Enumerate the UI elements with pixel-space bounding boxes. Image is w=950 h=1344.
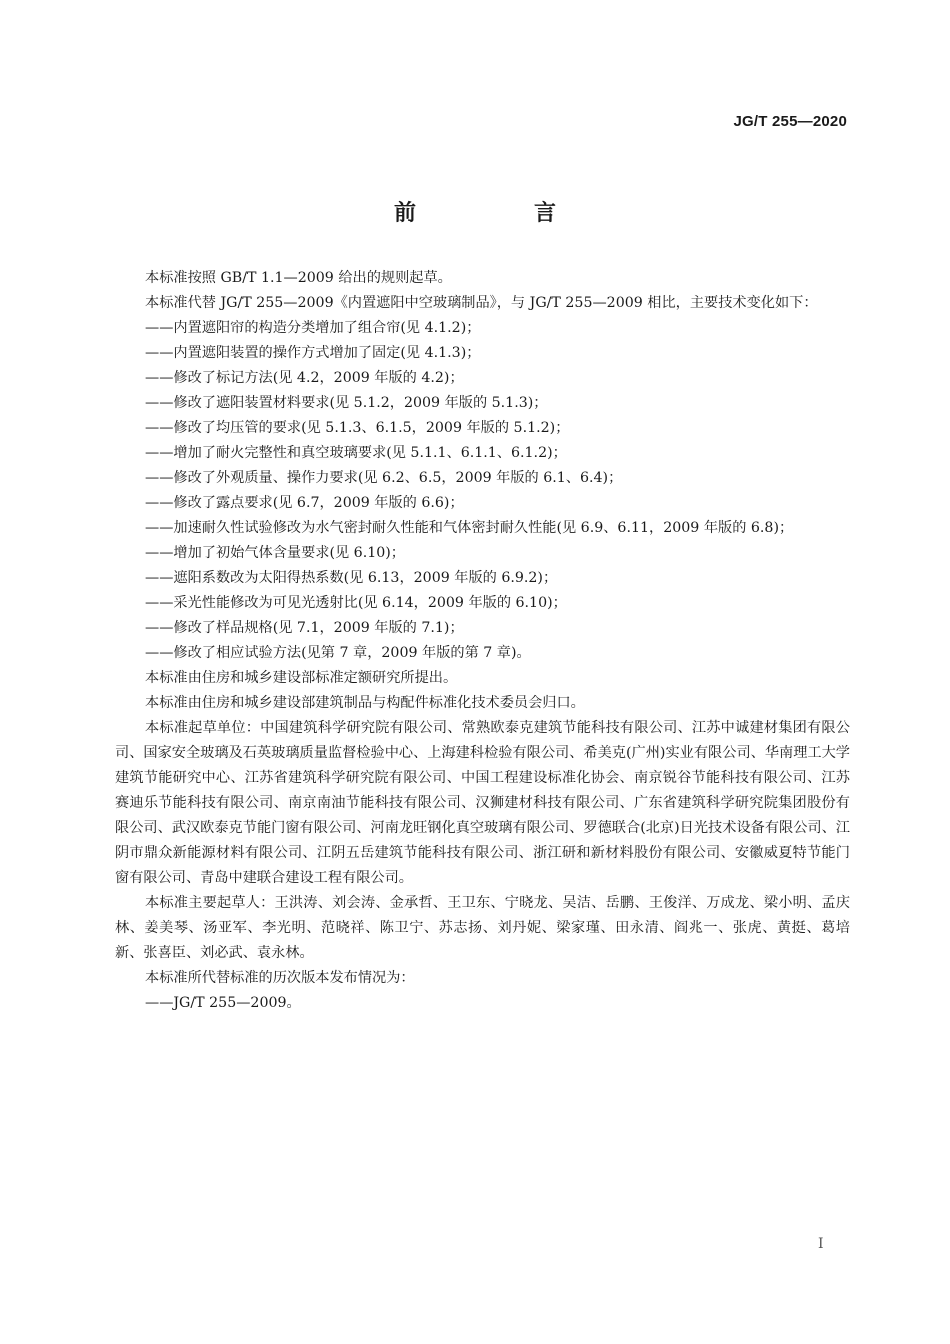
foreword-body bbox=[115, 266, 850, 1016]
page-number: I bbox=[818, 1236, 824, 1252]
change-item: ——内置遮阳帘的构造分类增加了组合帘(见 4.1.2)； bbox=[145, 320, 481, 336]
change-item: ——内置遮阳装置的操作方式增加了固定(见 4.1.3)； bbox=[145, 345, 481, 361]
paragraph-administered-by: 本标准由住房和城乡建设部建筑制品与构配件标准化技术委员会归口。 bbox=[145, 695, 585, 711]
change-item: ——加速耐久性试验修改为水气密封耐久性能和气体密封耐久性能(见 6.9、6.11，2009 年版的 6.8)； bbox=[145, 520, 794, 536]
change-item: ——增加了耐火完整性和真空玻璃要求(见 5.1.1、6.1.1、6.1.2)； bbox=[145, 445, 567, 461]
change-item: ——遮阳系数改为太阳得热系数(见 6.13，2009 年版的 6.9.2)； bbox=[145, 570, 558, 586]
paragraph-drafting-units: 本标准起草单位：中国建筑科学研究院有限公司、常熟欧泰克建筑节能科技有限公司、江苏中诚建材集团有限公司、国家安全玻璃及石英玻璃质量监督检验中心、上海建科检验有限公司、希美克(广州)实业有限公司、华南理工大学建筑节能研究中心、江苏省建筑科学研究院有限公司、中国工程建设标准化协会、南京锐谷节能科技有限公司、江苏赛迪乐节能科技有限公司、南京南油节能科技有限公司、汉狮建材科技有限公司、广东省建筑科学研究院集团股份有限公司、武汉欧泰克节能门窗有限公司、河南龙旺钢化真空玻璃有限公司、罗德联合(北京)日光技术设备有限公司、江阴市鼎众新能源材料有限公司、江阴五岳建筑节能科技有限公司、浙江研和新材料股份有限公司、安徽威夏特节能门窗有限公司、青岛中建联合建设工程有限公司。 bbox=[115, 720, 850, 886]
paragraph-proposed-by: 本标准由住房和城乡建设部标准定额研究所提出。 bbox=[145, 670, 458, 686]
paragraph-drafting-rules: 本标准按照 GB/T 1.1—2009 给出的规则起草。 bbox=[145, 270, 452, 286]
paragraph-drafters: 本标准主要起草人：王洪涛、刘会涛、金承哲、王卫东、宁晓龙、吴洁、岳鹏、王俊洋、万成龙、梁小明、孟庆林、姜美琴、汤亚军、李光明、范晓祥、陈卫宁、苏志扬、刘丹妮、梁家瑾、田永清、阎兆一、张虎、黄挺、葛培新、张喜臣、刘必武、袁永林。 bbox=[115, 895, 850, 961]
change-item: ——修改了相应试验方法(见第 7 章，2009 年版的第 7 章)。 bbox=[145, 645, 531, 661]
paragraph-history-intro: 本标准所代替标准的历次版本发布情况为： bbox=[145, 970, 415, 986]
standard-code: JG/T 255—2020 bbox=[733, 113, 847, 130]
change-item: ——增加了初始气体含量要求(见 6.10)； bbox=[145, 545, 405, 561]
change-item: ——采光性能修改为可见光透射比(见 6.14，2009 年版的 6.10)； bbox=[145, 595, 567, 611]
paragraph-replaces: 本标准代替 JG/T 255—2009《内置遮阳中空玻璃制品》，与 JG/T 255—2009 相比，主要技术变化如下： bbox=[145, 295, 818, 311]
change-item: ——修改了露点要求(见 6.7，2009 年版的 6.6)； bbox=[145, 495, 464, 511]
change-item: ——修改了均压管的要求(见 5.1.3、6.1.5，2009 年版的 5.1.2)； bbox=[145, 420, 570, 436]
history-item: ——JG/T 255—2009。 bbox=[145, 995, 301, 1011]
change-item: ——修改了样品规格(见 7.1，2009 年版的 7.1)； bbox=[145, 620, 464, 636]
change-item: ——修改了遮阳装置材料要求(见 5.1.2，2009 年版的 5.1.3)； bbox=[145, 395, 548, 411]
page-title: 前 言 bbox=[393, 201, 604, 226]
change-item: ——修改了外观质量、操作力要求(见 6.2、6.5，2009 年版的 6.1、6.4)； bbox=[145, 470, 623, 486]
change-item: ——修改了标记方法(见 4.2，2009 年版的 4.2)； bbox=[145, 370, 464, 386]
